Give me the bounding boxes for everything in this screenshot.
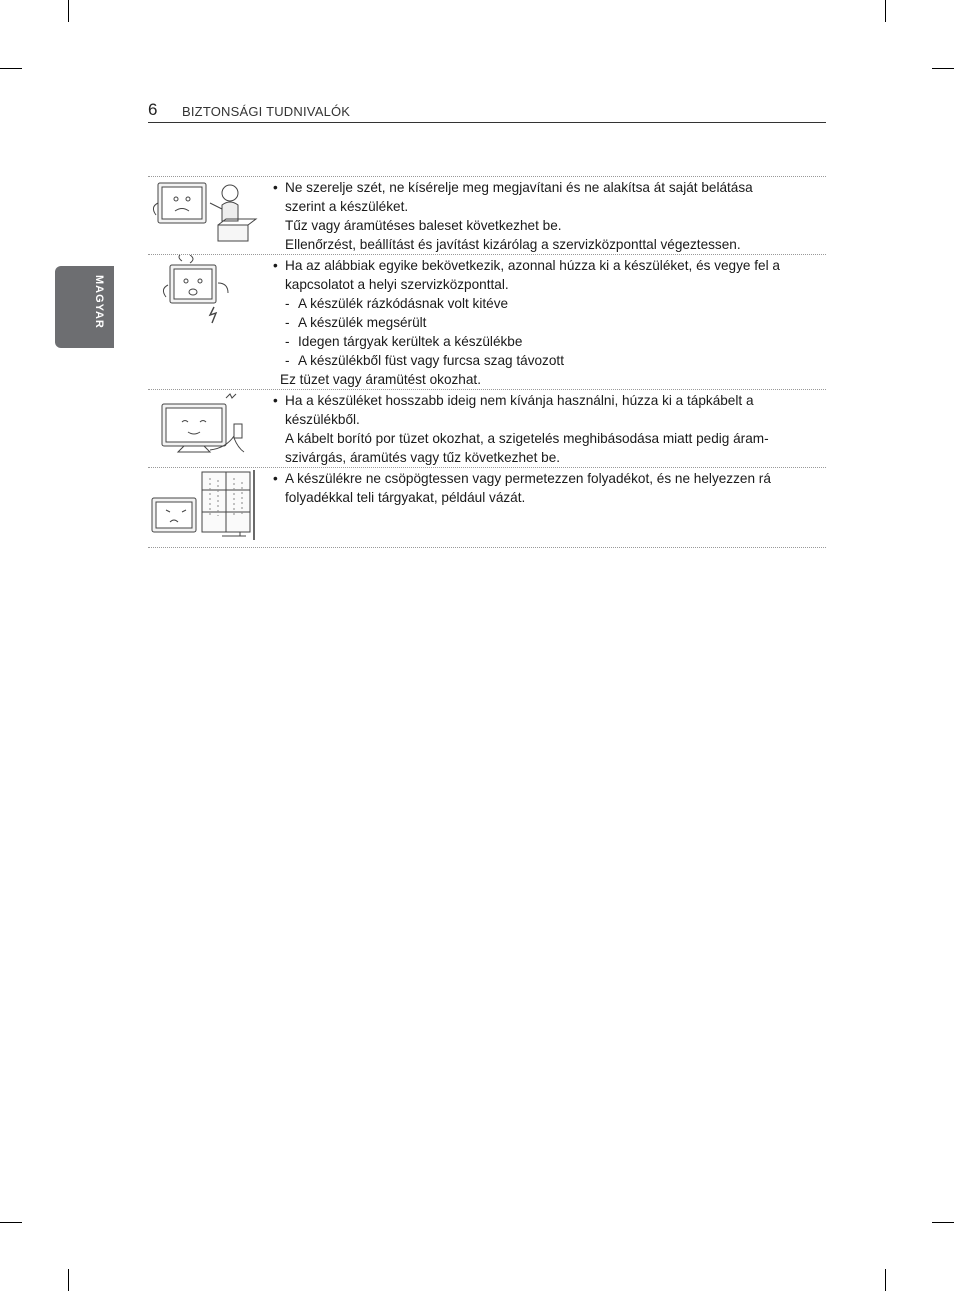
list-item: - A készülék rázkódásnak volt kitéve <box>270 294 826 313</box>
crop-mark <box>932 1222 954 1223</box>
crop-mark <box>885 1269 886 1291</box>
paragraph-line: Ellenőrzést, beállítást és javítást kizárólag a szervizközponttal végeztessen. <box>285 237 741 252</box>
paragraph-line: folyadékkal teli tárgyakat, például vázát. <box>285 490 526 505</box>
crop-mark <box>885 0 886 22</box>
safety-row <box>148 468 826 548</box>
list-item: - A készülékből füst vagy furcsa szag távozott <box>270 351 826 370</box>
tv-smoke-shock-icon <box>148 255 260 327</box>
tv-unplugged-icon <box>148 390 260 462</box>
crop-mark <box>932 68 954 69</box>
paragraph-line: A kábelt borító por tüzet okozhat, a szigetelés meghibásodása miatt pedig áram- <box>285 431 769 446</box>
paragraph-line: • A készülékre ne csöpögtessen vagy permetezzen folyadékot, és ne helyezzen rá <box>285 471 771 486</box>
crop-mark <box>0 1222 22 1223</box>
crop-mark <box>0 68 22 69</box>
tv-repair-person-icon <box>148 177 260 249</box>
safety-row <box>148 255 826 390</box>
paragraph-line: készülékből. <box>285 412 360 427</box>
paragraph-line: Ez tüzet vagy áramütést okozhat. <box>280 372 481 387</box>
paragraph-line: kapcsolatot a helyi szervizközponttal. <box>285 277 509 292</box>
paragraph-line: • Ha az alábbiak egyike bekövetkezik, azonnal húzza ki a készüléket, és vegye fel a <box>285 258 780 273</box>
tv-water-window-icon <box>148 468 260 544</box>
safety-table <box>148 176 826 548</box>
safety-row <box>148 177 826 255</box>
crop-mark <box>68 1269 69 1291</box>
paragraph-line: • Ha a készüléket hosszabb ideig nem kívánja használni, húzza ki a tápkábelt a <box>285 393 754 408</box>
section-title: BIZTONSÁGI TUDNIVALÓK <box>182 104 351 119</box>
paragraph-line: szivárgás, áramütés vagy tűz következhet be. <box>285 450 561 465</box>
list-item: - Idegen tárgyak kerültek a készülékbe <box>270 332 826 351</box>
language-tab-label: MAGYAR <box>93 275 105 329</box>
list-item: - A készülék megsérült <box>270 313 826 332</box>
crop-mark <box>68 0 69 22</box>
paragraph-line: szerint a készüléket. <box>285 199 409 214</box>
paragraph-line: Tűz vagy áramütéses baleset következhet be. <box>285 218 562 233</box>
page-number: 6 <box>148 100 158 119</box>
safety-row <box>148 390 826 468</box>
page-header <box>148 100 826 123</box>
paragraph-line: • Ne szerelje szét, ne kísérelje meg megjavítani és ne alakítsa át saját belátása <box>285 180 753 195</box>
language-tab <box>55 266 114 348</box>
